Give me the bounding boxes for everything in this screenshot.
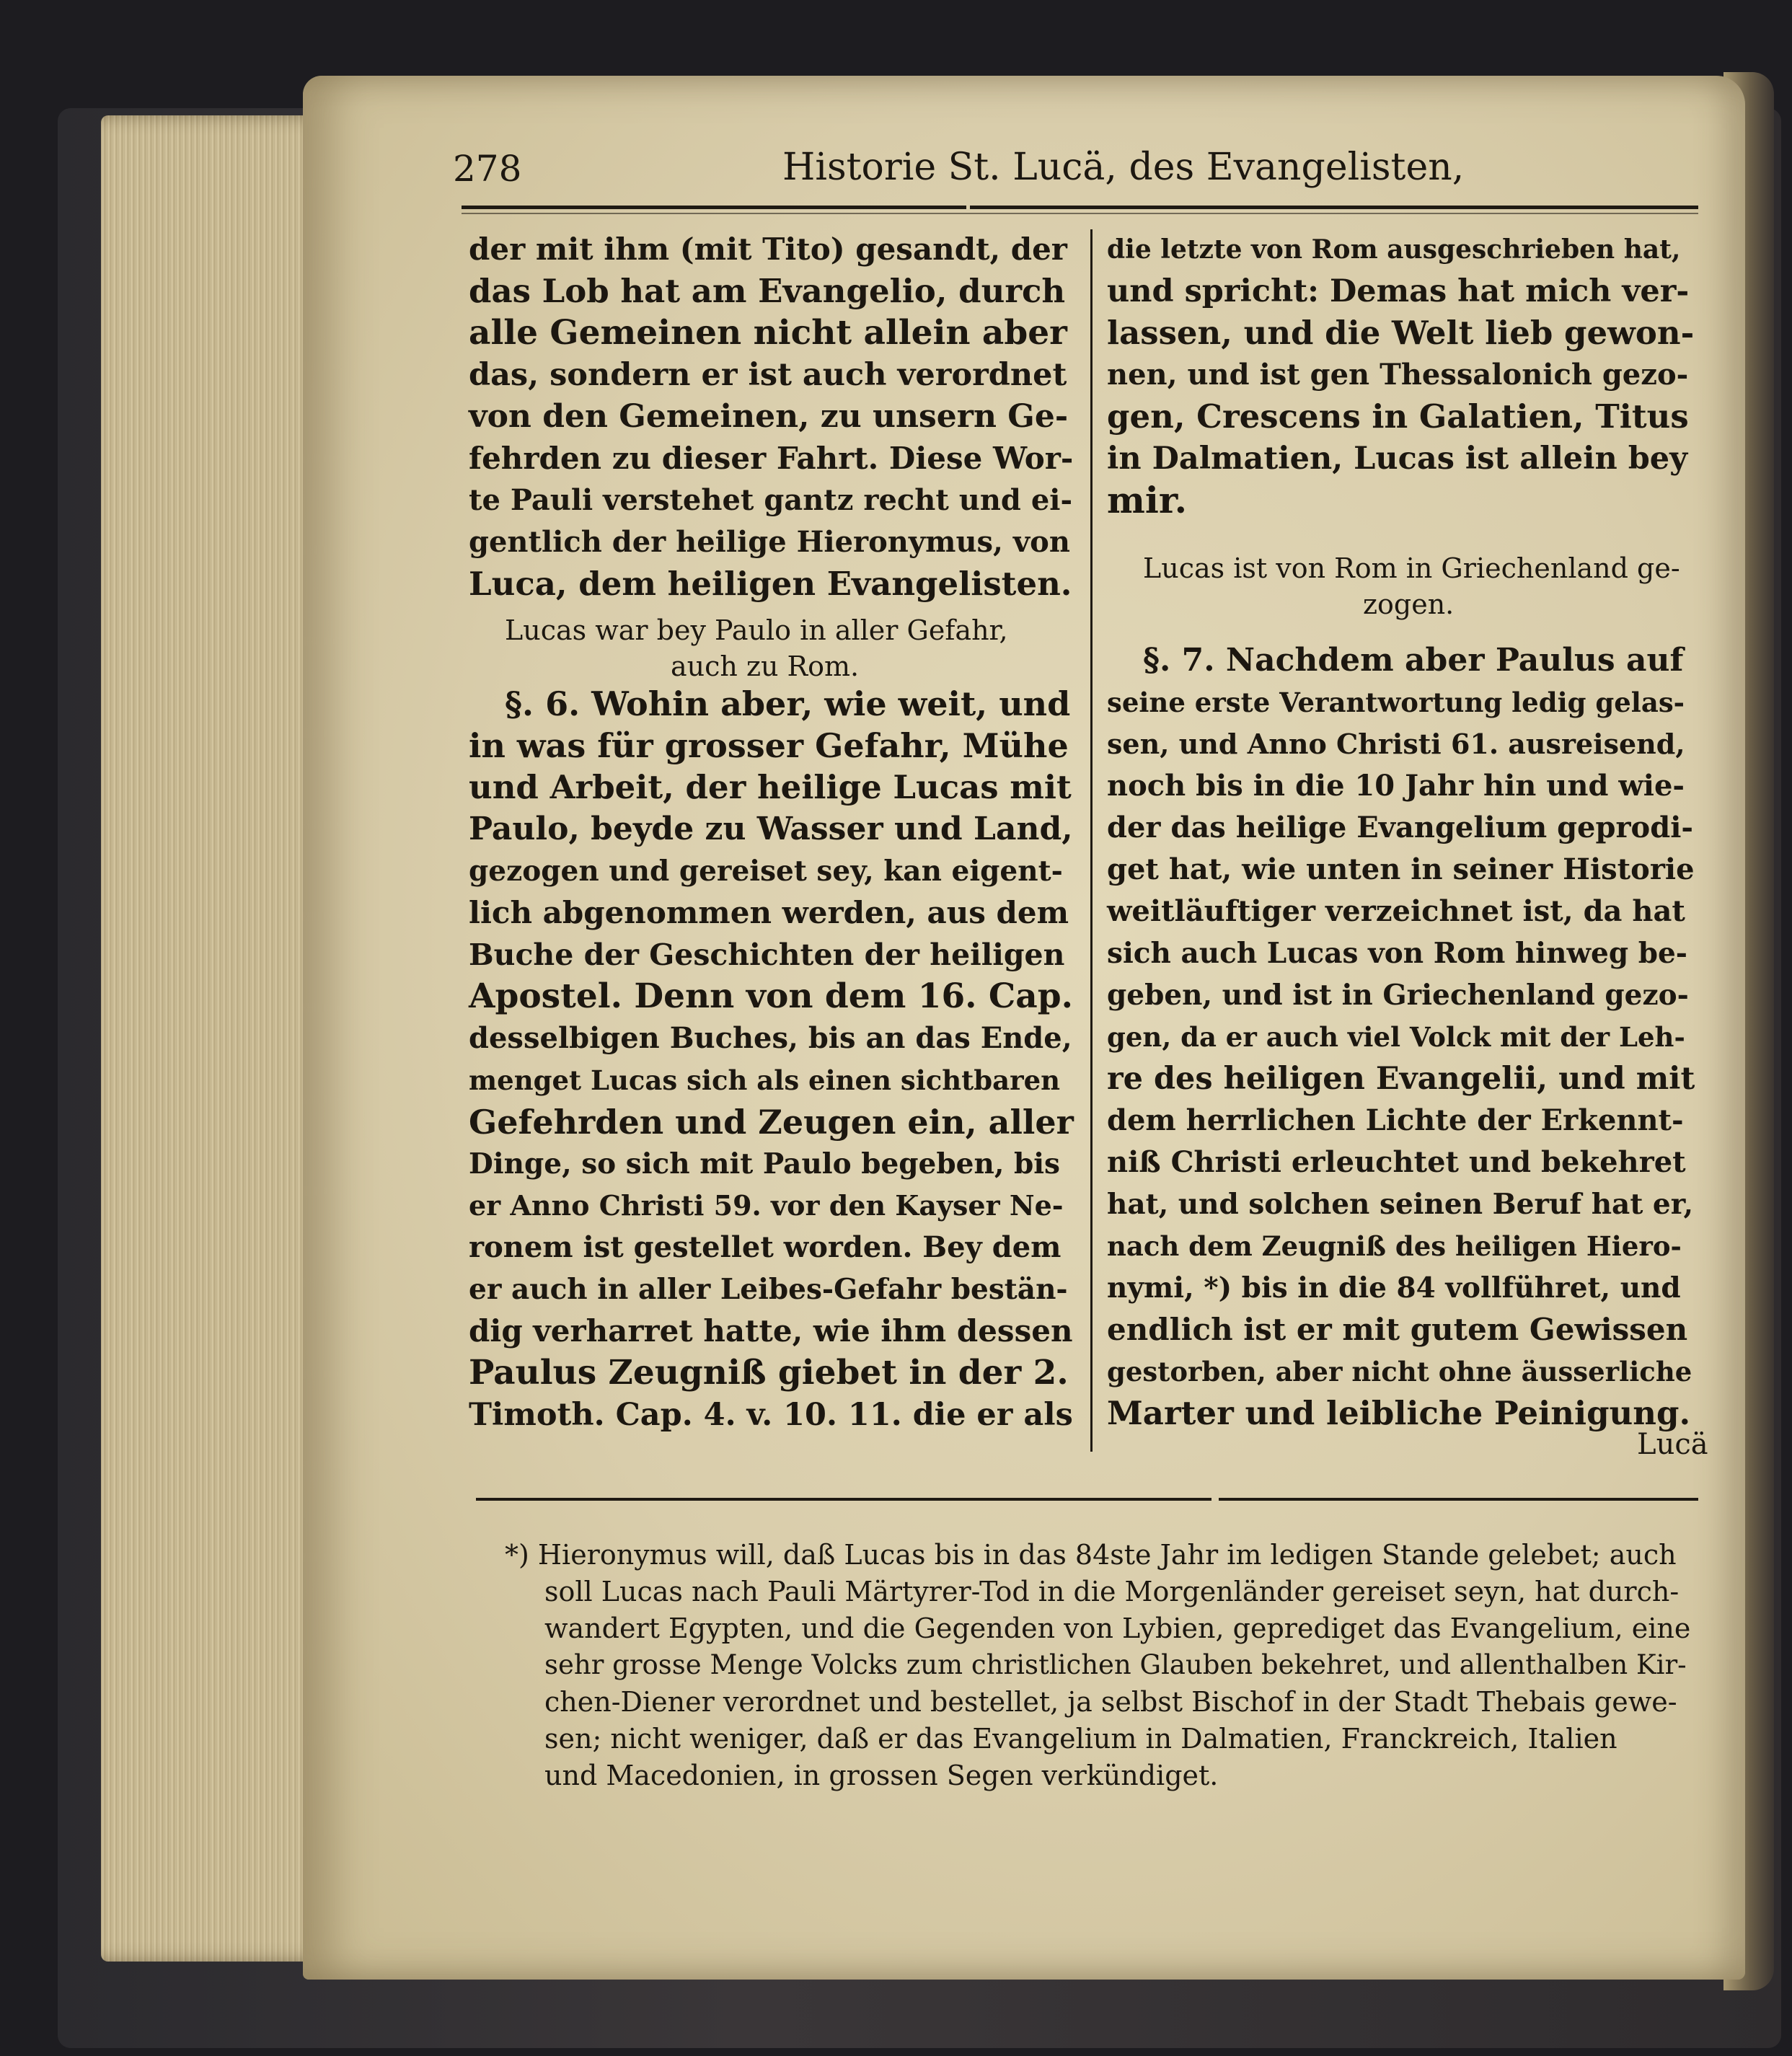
- left-line: gentlich der heilige Hieronymus, von: [469, 525, 1070, 559]
- left-side-heading: Lucas war bey Paulo in aller Gefahr,: [505, 614, 1008, 646]
- page-block-edges: [101, 115, 332, 1962]
- right-line: und spricht: Demas hat mich ver-: [1107, 273, 1690, 309]
- left-paragraph-line: ronem ist gestellet worden. Bey dem: [469, 1230, 1061, 1264]
- left-line: alle Gemeinen nicht allein aber: [469, 313, 1067, 353]
- right-paragraph-line: der das heilige Evangelium geprodi-: [1107, 811, 1693, 844]
- right-paragraph-line: gen, da er auch viel Volck mit der Leh-: [1107, 1021, 1685, 1053]
- footnote-line: wandert Egypten, und die Gegenden von Lybien, geprediget das Evangelium, eine: [544, 1612, 1691, 1644]
- right-line: die letzte von Rom ausgeschrieben hat,: [1107, 234, 1681, 265]
- right-paragraph-line: sich auch Lucas von Rom hinweg be-: [1107, 937, 1687, 970]
- footnote-line: sehr grosse Menge Volcks zum christlichen Glauben bekehret, und allenthalben Kir-: [544, 1649, 1687, 1680]
- left-line: te Pauli verstehet gantz recht und ei-: [469, 483, 1073, 517]
- right-line: lassen, und die Welt lieb gewon-: [1107, 314, 1695, 352]
- footnote-rule-right: [1219, 1498, 1698, 1501]
- header-rule-thin: [462, 213, 1698, 214]
- right-paragraph-line: dem herrlichen Lichte der Erkennt-: [1107, 1103, 1684, 1137]
- right-side-heading: Lucas ist von Rom in Griechenland ge-: [1143, 552, 1680, 584]
- right-paragraph-line: endlich ist er mit gutem Gewissen: [1107, 1312, 1688, 1347]
- right-line: mir.: [1107, 479, 1188, 521]
- left-line: von den Gemeinen, zu unsern Ge-: [469, 398, 1069, 435]
- right-paragraph-line: gestorben, aber nicht ohne äusserliche: [1107, 1356, 1692, 1387]
- right-side-heading: zogen.: [1363, 588, 1455, 620]
- left-paragraph-line: und Arbeit, der heilige Lucas mit: [469, 768, 1072, 806]
- catchword: Lucä: [1637, 1428, 1708, 1461]
- header-rule-right: [970, 206, 1698, 209]
- left-paragraph-line: lich abgenommen werden, aus dem: [469, 895, 1069, 930]
- footnote-line: und Macedonien, in grossen Segen verkündiget.: [544, 1760, 1219, 1791]
- right-paragraph-line: re des heiligen Evangelii, und mit: [1107, 1061, 1695, 1097]
- left-paragraph-line: §. 6. Wohin aber, wie weit, und: [505, 684, 1071, 723]
- left-line: das, sondern er ist auch verordnet: [469, 357, 1067, 393]
- left-paragraph-line: desselbigen Buches, bis an das Ende,: [469, 1021, 1072, 1055]
- right-paragraph-line: sen, und Anno Christi 61. ausreisend,: [1107, 728, 1685, 760]
- right-line: gen, Crescens in Galatien, Titus: [1107, 397, 1689, 436]
- right-paragraph-line: noch bis in die 10 Jahr hin und wie-: [1107, 769, 1685, 803]
- left-paragraph-line: Timoth. Cap. 4. v. 10. 11. die er als: [469, 1397, 1073, 1433]
- left-side-heading: auch zu Rom.: [671, 650, 860, 682]
- left-paragraph-line: Dinge, so sich mit Paulo begeben, bis: [469, 1147, 1061, 1181]
- right-paragraph-line: get hat, wie unten in seiner Historie: [1107, 852, 1695, 886]
- left-paragraph-line: gezogen und gereiset sey, kan eigent-: [469, 855, 1063, 888]
- left-paragraph-line: er auch in aller Leibes-Gefahr bestän-: [469, 1273, 1068, 1306]
- left-paragraph-line: Paulo, beyde zu Wasser und Land,: [469, 811, 1073, 847]
- left-paragraph-line: menget Lucas sich als einen sichtbaren: [469, 1064, 1061, 1096]
- right-paragraph-line: seine erste Verantwortung ledig gelas-: [1107, 687, 1685, 718]
- right-line: in Dalmatien, Lucas ist allein bey: [1107, 441, 1688, 477]
- left-paragraph-line: dig verharret hatte, wie ihm dessen: [469, 1313, 1073, 1349]
- header-rule-left: [462, 206, 966, 209]
- left-line: fehrden zu dieser Fahrt. Diese Wor-: [469, 441, 1074, 476]
- right-paragraph-line: §. 7. Nachdem aber Paulus auf: [1143, 642, 1684, 679]
- right-paragraph-line: niß Christi erleuchtet und bekehret: [1107, 1145, 1686, 1179]
- left-paragraph-line: Buche der Geschichten der heiligen: [469, 937, 1065, 972]
- left-paragraph-line: er Anno Christi 59. vor den Kayser Ne-: [469, 1189, 1064, 1222]
- right-paragraph-line: Marter und leibliche Peinigung.: [1107, 1394, 1691, 1432]
- running-title: Historie St. Lucä, des Evangelisten,: [782, 146, 1465, 189]
- left-line: der mit ihm (mit Tito) gesandt, der: [469, 231, 1067, 267]
- footnote-line: soll Lucas nach Pauli Märtyrer-Tod in die Morgenländer gereiset seyn, hat durch-: [544, 1576, 1680, 1607]
- right-paragraph-line: nach dem Zeugniß des heiligen Hiero-: [1107, 1230, 1682, 1262]
- right-paragraph-line: hat, und solchen seinen Beruf hat er,: [1107, 1188, 1694, 1221]
- right-paragraph-line: geben, und ist in Griechenland gezo-: [1107, 979, 1689, 1012]
- left-line: das Lob hat am Evangelio, durch: [469, 272, 1066, 310]
- footnote-line: *) Hieronymus will, daß Lucas bis in das 84ste Jahr im ledigen Stande gelebet; auch: [505, 1539, 1677, 1571]
- footnote-rule-left: [476, 1498, 1211, 1501]
- page-number: 278: [453, 148, 522, 190]
- footnote-line: chen-Diener verordnet und bestellet, ja selbst Bischof in der Stadt Thebais gewe-: [544, 1686, 1677, 1718]
- left-paragraph-line: Paulus Zeugniß giebet in der 2.: [469, 1353, 1069, 1393]
- right-paragraph-line: weitläuftiger verzeichnet ist, da hat: [1107, 894, 1685, 928]
- left-line: Luca, dem heiligen Evangelisten.: [469, 565, 1072, 603]
- right-paragraph-line: nymi, *) bis in die 84 vollführet, und: [1107, 1271, 1681, 1305]
- right-line: nen, und ist gen Thessalonich gezo-: [1107, 358, 1689, 392]
- column-divider: [1090, 229, 1093, 1452]
- footnote-line: sen; nicht weniger, daß er das Evangelium in Dalmatien, Franckreich, Italien: [544, 1723, 1617, 1755]
- left-paragraph-line: Apostel. Denn von dem 16. Cap.: [469, 976, 1073, 1016]
- left-paragraph-line: Gefehrden und Zeugen ein, aller: [469, 1103, 1074, 1142]
- left-paragraph-line: in was für grosser Gefahr, Mühe: [469, 726, 1069, 765]
